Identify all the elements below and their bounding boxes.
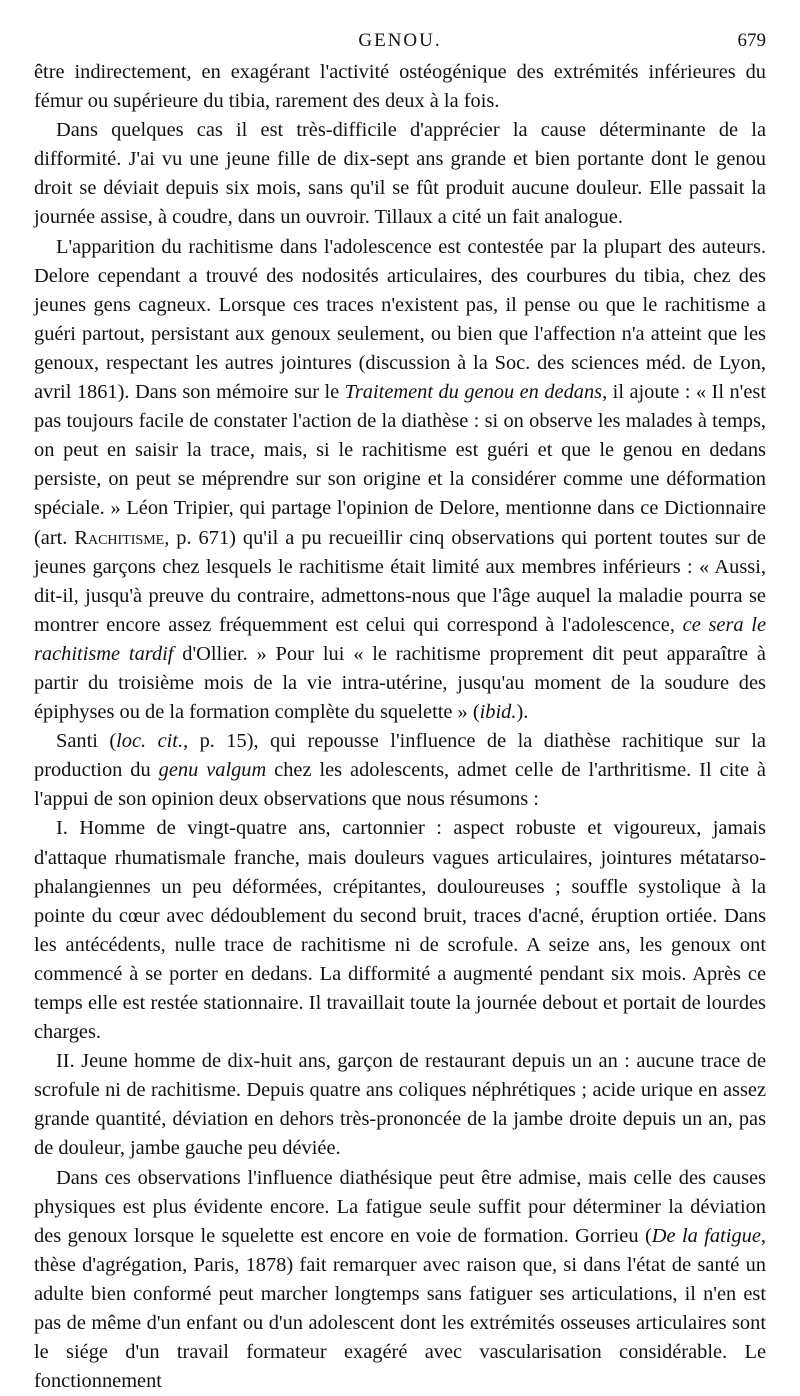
text-run: d'Ollier. » Pour lui « le rachitisme proprement dit peut apparaître à partir du troisième mois de la vie intra-utérine, jusqu'au moment de la soudure des épiphyses ou de la formation complète du squelette » ( — [34, 642, 766, 724]
text-run: Dans ces observations l'influence diathésique peut être admise, mais celle des causes physiques est plus évidente encore. La fatigue seule suffit pour déterminer la déviation des genoux lorsque le squelette est encore en voie de formation. Gorrieu ( — [34, 1166, 766, 1247]
italic-thesis-title: De la fatigue — [651, 1224, 761, 1247]
paragraph-rachitisme — [34, 233, 766, 728]
text-run: ). — [516, 701, 529, 724]
paragraph-difficult-cause — [34, 116, 766, 232]
book-page — [34, 22, 766, 1396]
observation-text: I. Homme de vingt-quatre ans, cartonnier : aspect robuste et vigoureux, jamais d'attaque rhumatismale franche, mais douleurs vagues articulaires, jointures métatarso-phalangiennes un peu déformées, crépitantes, douloureuses ; souffle systolique à la pointe du cœur avec dédoublement du second bruit, traces d'acné, éruption ortiée. Dans les antécédents, nulle trace de rachitisme ni de scrofule. A seize ans, les genoux ont commencé à se porter en dedans. La difformité a augmenté pendant six mois. Après ce temps elle est restée stationnaire. Il travaillait toute la journée debout et portait de lourdes charges. — [34, 817, 766, 1044]
text-run: chez les adolescents, admet celle de l'arthritisme. Il cite à l'appui de son opinion deux observations que nous résumons : — [34, 759, 766, 811]
paragraph-fatigue — [34, 1164, 766, 1396]
italic-genu-valgum: genu valgum — [158, 759, 267, 782]
text-run: , thèse d'agrégation, Paris, 1878) fait remarquer avec raison que, si dans l'état de santé un adulte bien conformé peut marcher longtemps sans fatiguer ses articulations, il n'en est pas de même d'un enfant ou d'un adolescent dont les extrémités osseuses articulaires sont le siége d'un travail formateur exagéré avec vascularisation considérable. Le fonctionnement — [34, 1224, 767, 1393]
text-run: Santi ( — [56, 730, 117, 753]
italic-quote: ce sera le rachitisme tardif — [34, 613, 766, 665]
italic-ibid: ibid. — [479, 701, 517, 724]
page-number: 679 — [737, 30, 766, 51]
italic-loc-cit: loc. cit. — [116, 730, 184, 753]
observation-text: II. Jeune homme de dix-huit ans, garçon de restaurant depuis un an : aucune trace de scrofule ni de rachitisme. Depuis quatre ans coliques néphrétiques ; acide urique en assez grande quantité, déviation en dehors très-prononcée de la jambe droite depuis un an, pas de douleur, jambe gauche peu déviée. — [34, 1050, 766, 1160]
observation-2 — [34, 1047, 766, 1163]
text-run: , p. 671) qu'il a pu recueillir cinq observations qui portent toutes sur de jeunes garçons chez lesquels le rachitisme était limité aux membres inférieurs : « Aussi, dit-il, jusqu'à preuve du contraire, admettons-nous que l'âge auquel la maladie pourra se montrer encore assez fréquemment est celui qui correspond à l'adolescence, — [34, 526, 766, 636]
text-run: , p. 15), qui repousse l'influence de la diathèse rachitique sur la production du — [34, 730, 766, 782]
paragraph-santi — [34, 727, 766, 814]
running-title: GENOU. — [358, 30, 442, 51]
page-header — [34, 22, 766, 58]
paragraph-text: être indirectement, en exagérant l'activité ostéogénique des extrémités inférieures du fémur ou supérieure du tibia, rarement des deux à la fois. — [34, 61, 766, 113]
paragraph-continuation — [34, 58, 766, 116]
paragraph-text: Dans quelques cas il est très-difficile d'apprécier la cause déterminante de la difformité. J'ai vu une jeune fille de dix-sept ans grande et bien portante dont le genou droit se déviait depuis six mois, sans qu'il se fût produit aucune douleur. Elle passait la journée assise, à coudre, dans un ouvroir. Tillaux a cité un fait analogue. — [34, 119, 766, 229]
smallcaps-article: Rachitisme — [74, 526, 165, 549]
italic-title: Traitement du genou en dedans — [344, 381, 603, 404]
body-text — [34, 58, 766, 1396]
text-run: , il ajoute : « Il n'est pas toujours facile de constater l'action de la diathèse : si on observe les malades à temps, on peut en saisir la trace, mais, si le rachitisme est guéri et que le genou en dedans persiste, on peut se méprendre sur son origine et la considérer comme une déformation spéciale. » Léon Tripier, qui partage l'opinion de Delore, mentionne dans ce Dictionnaire (art. — [34, 381, 766, 549]
text-run: L'apparition du rachitisme dans l'adolescence est contestée par la plupart des auteurs. Delore cependant a trouvé des nodosités articulaires, des courbures du tibia, chez des jeunes gens cagneux. Lorsque ces traces n'existent pas, il pense ou que le rachitisme a guéri partout, persistant aux genoux seulement, ou bien que l'affection n'a atteint que les genoux, respectant les autres jointures (discussion à la Soc. des sciences méd. de Lyon, avril 1861). Dans son mémoire sur le — [34, 235, 766, 404]
observation-1 — [34, 814, 766, 1047]
